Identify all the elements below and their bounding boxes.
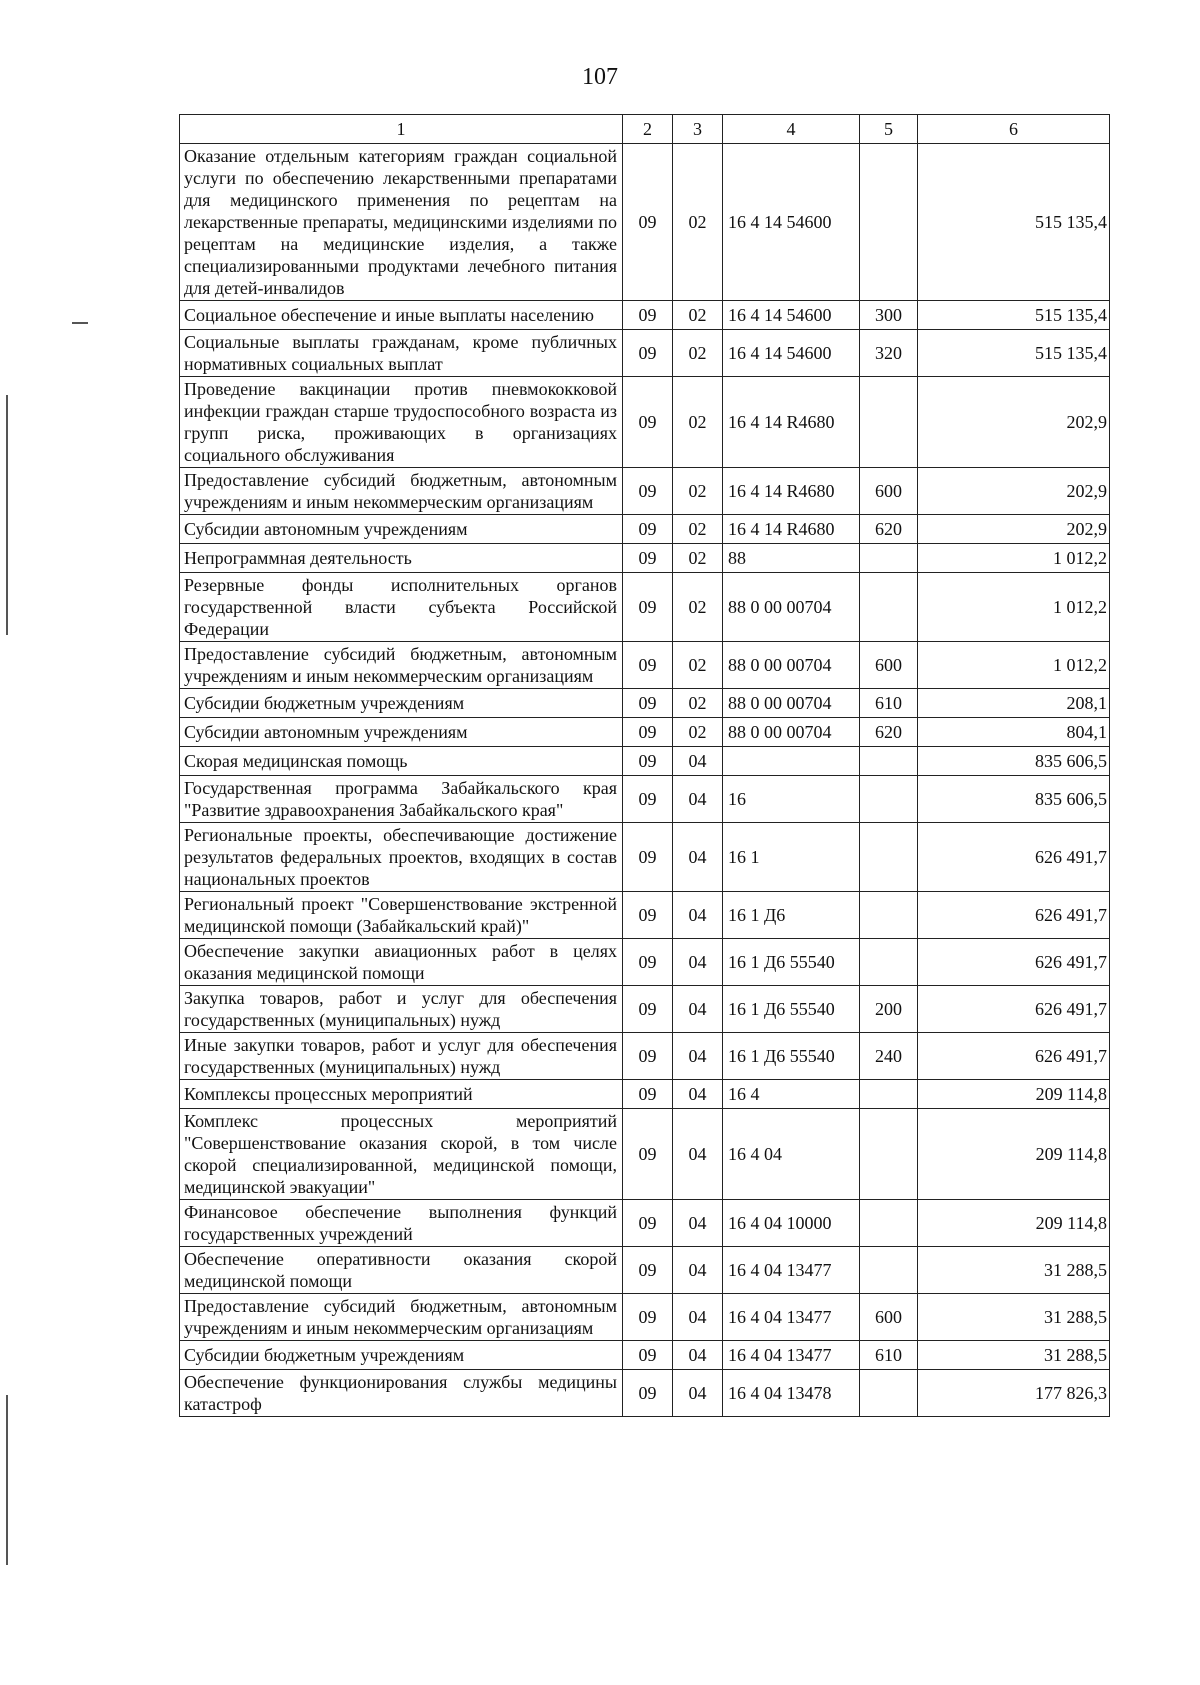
row-name: Субсидии бюджетным учреждениям xyxy=(180,689,623,718)
row-subsection-code: 04 xyxy=(673,1294,723,1341)
row-section-code: 09 xyxy=(623,776,673,823)
row-target-article: 16 4 14 R4680 xyxy=(723,515,860,544)
row-subsection-code: 04 xyxy=(673,1080,723,1109)
row-subsection-code: 02 xyxy=(673,642,723,689)
row-section-code: 09 xyxy=(623,1294,673,1341)
row-section-code: 09 xyxy=(623,1080,673,1109)
row-subsection-code: 04 xyxy=(673,1370,723,1417)
row-amount: 515 135,4 xyxy=(918,301,1110,330)
row-name: Предоставление субсидий бюджетным, автономным учреждениям и иным некоммерческим организациям xyxy=(180,468,623,515)
row-amount: 515 135,4 xyxy=(918,144,1110,301)
row-expense-type xyxy=(860,1080,918,1109)
row-expense-type xyxy=(860,939,918,986)
row-subsection-code: 04 xyxy=(673,1109,723,1200)
row-name: Финансовое обеспечение выполнения функций государственных учреждений xyxy=(180,1200,623,1247)
row-target-article: 88 0 00 00704 xyxy=(723,689,860,718)
table-row xyxy=(180,144,1110,301)
table-row xyxy=(180,689,1110,718)
row-name: Обеспечение оперативности оказания скорой медицинской помощи xyxy=(180,1247,623,1294)
row-name: Обеспечение закупки авиационных работ в целях оказания медицинской помощи xyxy=(180,939,623,986)
row-target-article: 16 4 14 54600 xyxy=(723,330,860,377)
row-section-code: 09 xyxy=(623,747,673,776)
row-target-article: 16 1 Д6 55540 xyxy=(723,1033,860,1080)
row-name: Субсидии автономным учреждениям xyxy=(180,718,623,747)
row-target-article: 16 4 14 54600 xyxy=(723,301,860,330)
row-section-code: 09 xyxy=(623,986,673,1033)
row-subsection-code: 04 xyxy=(673,939,723,986)
row-target-article: 16 xyxy=(723,776,860,823)
row-amount: 835 606,5 xyxy=(918,776,1110,823)
row-subsection-code: 04 xyxy=(673,776,723,823)
row-amount: 835 606,5 xyxy=(918,747,1110,776)
row-expense-type: 600 xyxy=(860,642,918,689)
row-section-code: 09 xyxy=(623,939,673,986)
row-section-code: 09 xyxy=(623,689,673,718)
row-name: Оказание отдельным категориям граждан социальной услуги по обеспечению лекарственными препаратами для медицинского применения по рецептам на лекарственные препараты, медицинскими изделиями по рецептам на медицинские изделия, а также специализированными продуктами лечебного питания для детей-инвалидов xyxy=(180,144,623,301)
table-row xyxy=(180,1109,1110,1200)
row-amount: 626 491,7 xyxy=(918,1033,1110,1080)
row-expense-type: 610 xyxy=(860,1341,918,1370)
row-expense-type xyxy=(860,573,918,642)
row-section-code: 09 xyxy=(623,468,673,515)
row-expense-type xyxy=(860,1247,918,1294)
header-col-3: 3 xyxy=(673,115,723,144)
row-amount: 31 288,5 xyxy=(918,1294,1110,1341)
row-subsection-code: 02 xyxy=(673,718,723,747)
row-section-code: 09 xyxy=(623,144,673,301)
row-name: Скорая медицинская помощь xyxy=(180,747,623,776)
row-expense-type xyxy=(860,1200,918,1247)
row-expense-type: 320 xyxy=(860,330,918,377)
scan-artifact xyxy=(72,322,88,324)
row-name: Непрограммная деятельность xyxy=(180,544,623,573)
table-row xyxy=(180,1370,1110,1417)
row-expense-type xyxy=(860,544,918,573)
row-name: Субсидии бюджетным учреждениям xyxy=(180,1341,623,1370)
row-subsection-code: 02 xyxy=(673,573,723,642)
row-subsection-code: 02 xyxy=(673,377,723,468)
row-target-article: 16 4 14 54600 xyxy=(723,144,860,301)
row-target-article: 16 4 04 xyxy=(723,1109,860,1200)
row-subsection-code: 04 xyxy=(673,1033,723,1080)
row-section-code: 09 xyxy=(623,1033,673,1080)
row-amount: 209 114,8 xyxy=(918,1109,1110,1200)
row-target-article: 16 4 04 13477 xyxy=(723,1247,860,1294)
header-col-2: 2 xyxy=(623,115,673,144)
row-section-code: 09 xyxy=(623,515,673,544)
row-name: Комплексы процессных мероприятий xyxy=(180,1080,623,1109)
row-section-code: 09 xyxy=(623,301,673,330)
row-target-article: 16 4 xyxy=(723,1080,860,1109)
table-row xyxy=(180,544,1110,573)
row-name: Обеспечение функционирования службы медицины катастроф xyxy=(180,1370,623,1417)
row-section-code: 09 xyxy=(623,1247,673,1294)
row-expense-type: 620 xyxy=(860,718,918,747)
row-target-article: 16 4 04 10000 xyxy=(723,1200,860,1247)
table-row xyxy=(180,892,1110,939)
table-row xyxy=(180,301,1110,330)
row-expense-type: 600 xyxy=(860,468,918,515)
row-amount: 202,9 xyxy=(918,377,1110,468)
row-subsection-code: 04 xyxy=(673,823,723,892)
row-name: Региональные проекты, обеспечивающие достижение результатов федеральных проектов, входящих в состав национальных проектов xyxy=(180,823,623,892)
table-row xyxy=(180,718,1110,747)
row-subsection-code: 02 xyxy=(673,515,723,544)
scan-artifact xyxy=(6,395,8,635)
row-amount: 202,9 xyxy=(918,515,1110,544)
row-name: Социальное обеспечение и иные выплаты населению xyxy=(180,301,623,330)
row-expense-type xyxy=(860,747,918,776)
row-name: Закупка товаров, работ и услуг для обеспечения государственных (муниципальных) нужд xyxy=(180,986,623,1033)
row-target-article: 16 4 14 R4680 xyxy=(723,468,860,515)
page-number: 107 xyxy=(582,64,618,90)
row-amount: 209 114,8 xyxy=(918,1200,1110,1247)
table-row xyxy=(180,330,1110,377)
header-col-6: 6 xyxy=(918,115,1110,144)
row-target-article: 88 0 00 00704 xyxy=(723,642,860,689)
row-name: Социальные выплаты гражданам, кроме публичных нормативных социальных выплат xyxy=(180,330,623,377)
row-name: Комплекс процессных мероприятий "Совершенствование оказания скорой, в том числе скорой специализированной, медицинской помощи, медицинской эвакуации" xyxy=(180,1109,623,1200)
row-expense-type: 610 xyxy=(860,689,918,718)
header-col-4: 4 xyxy=(723,115,860,144)
table-row xyxy=(180,939,1110,986)
row-name: Предоставление субсидий бюджетным, автономным учреждениям и иным некоммерческим организациям xyxy=(180,1294,623,1341)
table-row xyxy=(180,747,1110,776)
row-target-article: 88 xyxy=(723,544,860,573)
row-expense-type xyxy=(860,377,918,468)
row-section-code: 09 xyxy=(623,892,673,939)
row-amount: 31 288,5 xyxy=(918,1247,1110,1294)
row-expense-type xyxy=(860,776,918,823)
row-target-article: 88 0 00 00704 xyxy=(723,718,860,747)
row-expense-type xyxy=(860,823,918,892)
row-amount: 515 135,4 xyxy=(918,330,1110,377)
row-section-code: 09 xyxy=(623,718,673,747)
table-header-row xyxy=(180,115,1110,144)
row-subsection-code: 04 xyxy=(673,1200,723,1247)
row-section-code: 09 xyxy=(623,377,673,468)
row-name: Субсидии автономным учреждениям xyxy=(180,515,623,544)
row-amount: 31 288,5 xyxy=(918,1341,1110,1370)
row-expense-type xyxy=(860,1370,918,1417)
row-section-code: 09 xyxy=(623,573,673,642)
row-amount: 202,9 xyxy=(918,468,1110,515)
table-row xyxy=(180,377,1110,468)
row-name: Предоставление субсидий бюджетным, автономным учреждениям и иным некоммерческим организациям xyxy=(180,642,623,689)
row-section-code: 09 xyxy=(623,1109,673,1200)
row-section-code: 09 xyxy=(623,330,673,377)
table-row xyxy=(180,515,1110,544)
table-row xyxy=(180,1247,1110,1294)
header-col-1: 1 xyxy=(180,115,623,144)
table-row xyxy=(180,1341,1110,1370)
row-target-article: 16 4 04 13477 xyxy=(723,1294,860,1341)
row-subsection-code: 04 xyxy=(673,1341,723,1370)
row-subsection-code: 02 xyxy=(673,544,723,573)
row-subsection-code: 04 xyxy=(673,892,723,939)
row-name: Региональный проект "Совершенствование экстренной медицинской помощи (Забайкальский край)" xyxy=(180,892,623,939)
row-target-article: 16 1 Д6 55540 xyxy=(723,986,860,1033)
row-amount: 804,1 xyxy=(918,718,1110,747)
table-row xyxy=(180,1294,1110,1341)
row-expense-type xyxy=(860,892,918,939)
row-name: Государственная программа Забайкальского края "Развитие здравоохранения Забайкальского края" xyxy=(180,776,623,823)
table-row xyxy=(180,573,1110,642)
row-section-code: 09 xyxy=(623,642,673,689)
row-subsection-code: 04 xyxy=(673,986,723,1033)
table-row xyxy=(180,1080,1110,1109)
row-expense-type: 600 xyxy=(860,1294,918,1341)
table-row xyxy=(180,1033,1110,1080)
row-subsection-code: 02 xyxy=(673,301,723,330)
row-target-article: 16 1 xyxy=(723,823,860,892)
row-target-article: 88 0 00 00704 xyxy=(723,573,860,642)
scan-artifact xyxy=(6,1395,8,1565)
row-amount: 1 012,2 xyxy=(918,544,1110,573)
row-section-code: 09 xyxy=(623,1200,673,1247)
row-target-article xyxy=(723,747,860,776)
row-expense-type: 620 xyxy=(860,515,918,544)
row-section-code: 09 xyxy=(623,1341,673,1370)
table-row xyxy=(180,986,1110,1033)
row-expense-type: 300 xyxy=(860,301,918,330)
row-subsection-code: 02 xyxy=(673,144,723,301)
row-target-article: 16 4 04 13477 xyxy=(723,1341,860,1370)
table-row xyxy=(180,823,1110,892)
row-subsection-code: 02 xyxy=(673,468,723,515)
row-amount: 1 012,2 xyxy=(918,573,1110,642)
header-col-5: 5 xyxy=(860,115,918,144)
row-target-article: 16 1 Д6 xyxy=(723,892,860,939)
row-amount: 1 012,2 xyxy=(918,642,1110,689)
row-amount: 209 114,8 xyxy=(918,1080,1110,1109)
row-section-code: 09 xyxy=(623,823,673,892)
row-expense-type xyxy=(860,144,918,301)
row-section-code: 09 xyxy=(623,1370,673,1417)
row-subsection-code: 02 xyxy=(673,330,723,377)
row-target-article: 16 4 14 R4680 xyxy=(723,377,860,468)
row-subsection-code: 04 xyxy=(673,1247,723,1294)
row-name: Резервные фонды исполнительных органов государственной власти субъекта Российской Федерации xyxy=(180,573,623,642)
row-amount: 626 491,7 xyxy=(918,823,1110,892)
row-amount: 626 491,7 xyxy=(918,939,1110,986)
table-row xyxy=(180,776,1110,823)
row-amount: 177 826,3 xyxy=(918,1370,1110,1417)
row-subsection-code: 02 xyxy=(673,689,723,718)
row-expense-type: 240 xyxy=(860,1033,918,1080)
row-target-article: 16 1 Д6 55540 xyxy=(723,939,860,986)
table-row xyxy=(180,642,1110,689)
row-target-article: 16 4 04 13478 xyxy=(723,1370,860,1417)
row-section-code: 09 xyxy=(623,544,673,573)
row-name: Иные закупки товаров, работ и услуг для обеспечения государственных (муниципальных) нужд xyxy=(180,1033,623,1080)
row-amount: 626 491,7 xyxy=(918,892,1110,939)
row-expense-type: 200 xyxy=(860,986,918,1033)
row-subsection-code: 04 xyxy=(673,747,723,776)
row-amount: 208,1 xyxy=(918,689,1110,718)
budget-table xyxy=(179,114,1110,1417)
row-amount: 626 491,7 xyxy=(918,986,1110,1033)
row-expense-type xyxy=(860,1109,918,1200)
row-name: Проведение вакцинации против пневмококковой инфекции граждан старше трудоспособного возраста из групп риска, проживающих в организациях социального обслуживания xyxy=(180,377,623,468)
table-row xyxy=(180,468,1110,515)
table-row xyxy=(180,1200,1110,1247)
